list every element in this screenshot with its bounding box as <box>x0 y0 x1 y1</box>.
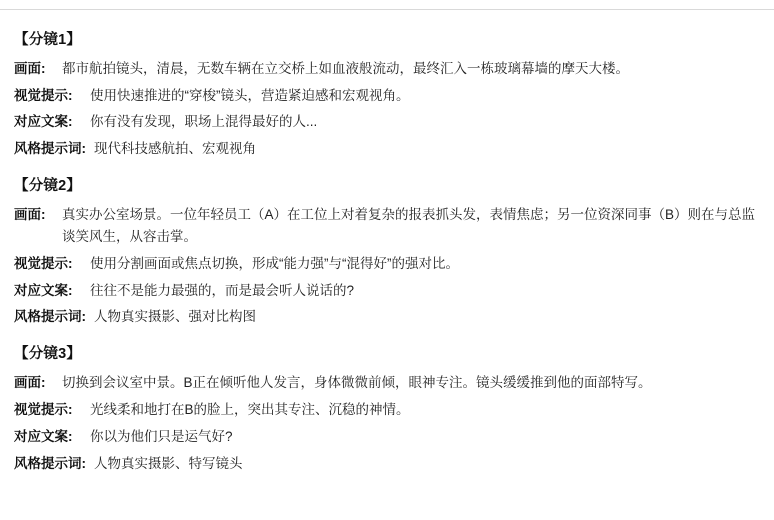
scene-copy-row <box>14 426 760 448</box>
style-label: 风格提示词: <box>14 141 86 157</box>
scene-block <box>14 176 760 328</box>
scene-title: 【分镜2】 <box>14 178 82 195</box>
visual-text: 都市航拍镜头，清晨，无数车辆在立交桥上如血液般流动，最终汇入一栋玻璃幕墙的摩天大楼。 <box>62 60 629 76</box>
copy-text: 你有没有发现，职场上混得最好的人... <box>90 114 318 130</box>
copy-label: 对应文案: <box>14 114 73 130</box>
copy-label: 对应文案: <box>14 282 73 298</box>
scene-visual-row <box>14 58 760 80</box>
scene-style-row <box>14 138 760 160</box>
scene-style-row <box>14 306 760 328</box>
tip-label: 视觉提示: <box>14 255 73 271</box>
scene-tip-row <box>14 399 760 421</box>
style-label: 风格提示词: <box>14 309 86 325</box>
header-divider <box>0 9 774 10</box>
scene-tip-row <box>14 85 760 107</box>
copy-text: 你以为他们只是运气好? <box>90 428 233 444</box>
visual-label: 画面: <box>14 60 46 76</box>
tip-text: 使用分割画面或焦点切换，形成“能力强”与“混得好”的强对比。 <box>90 255 459 271</box>
scene-title: 【分镜1】 <box>14 32 82 48</box>
visual-label: 画面: <box>14 374 46 390</box>
scene-style-row <box>14 453 760 475</box>
scene-visual-row <box>14 372 760 394</box>
style-text: 人物真实摄影、强对比构图 <box>94 309 256 325</box>
copy-text: 往往不是能力最强的，而是最会听人说话的? <box>90 282 355 298</box>
tip-label: 视觉提示: <box>14 87 73 103</box>
storyboard-list <box>14 0 760 474</box>
scene-visual-row <box>14 204 760 248</box>
scene-title: 【分镜3】 <box>14 346 82 363</box>
scene-copy-row <box>14 111 760 133</box>
tip-text: 使用快速推进的“穿梭”镜头，营造紧迫感和宏观视角。 <box>90 87 410 103</box>
visual-text: 切换到会议室中景。B正在倾听他人发言，身体微微前倾，眼神专注。镜头缓缓推到他的面部特写。 <box>62 374 652 390</box>
style-label: 风格提示词: <box>14 455 86 471</box>
scene-copy-row <box>14 280 760 302</box>
copy-label: 对应文案: <box>14 428 73 444</box>
scene-block <box>14 344 760 474</box>
visual-label: 画面: <box>14 206 46 222</box>
style-text: 人物真实摄影、特写镜头 <box>94 455 243 471</box>
scene-tip-row <box>14 253 760 275</box>
visual-text: 真实办公室场景。一位年轻员工（A）在工位上对着复杂的报表抓头发，表情焦虑；另一位资深同事（B）则在与总监谈笑风生，从容击掌。 <box>62 206 756 244</box>
tip-label: 视觉提示: <box>14 401 73 417</box>
style-text: 现代科技感航拍、宏观视角 <box>94 141 256 157</box>
tip-text: 光线柔和地打在B的脸上，突出其专注、沉稳的神情。 <box>90 401 410 417</box>
scene-block <box>14 30 760 160</box>
